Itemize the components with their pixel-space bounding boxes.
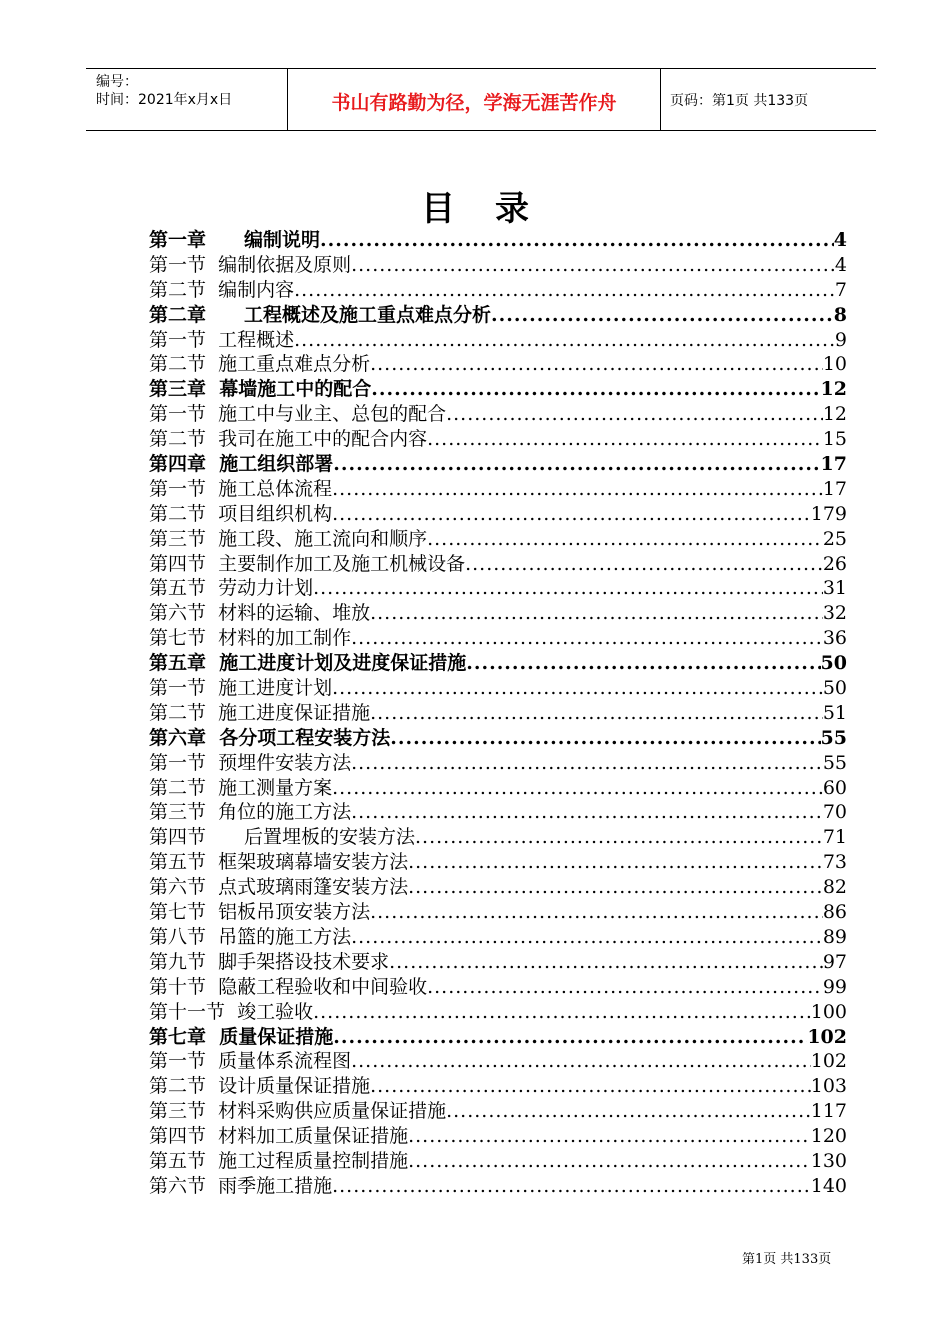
toc-section-entry[interactable]	[149, 1049, 847, 1074]
toc-dot-leader	[408, 1124, 811, 1149]
toc-entry-label: 第一节 施工中与业主、总包的配合	[149, 403, 447, 426]
toc-section-entry[interactable]	[149, 576, 847, 601]
toc-dot-leader	[351, 925, 823, 950]
table-of-contents	[149, 228, 847, 1199]
toc-chapter-entry[interactable]	[149, 377, 847, 402]
toc-entry-label: 第二节 施工进度保证措施	[149, 701, 371, 724]
toc-dot-leader	[427, 975, 823, 1000]
toc-entry-label: 第三节 角位的施工方法	[149, 801, 352, 824]
toc-section-entry[interactable]	[149, 328, 847, 353]
toc-entry-page: 10	[822, 353, 847, 376]
toc-dot-leader	[390, 726, 820, 751]
toc-entry-label: 第七章 质量保证措施	[149, 1025, 334, 1048]
toc-entry-label: 第二节 施工测量方案	[149, 776, 333, 799]
toc-dot-leader	[427, 527, 823, 552]
toc-entry-page: 4	[833, 229, 847, 251]
toc-section-entry[interactable]	[149, 1000, 847, 1025]
toc-entry-page: 50	[822, 677, 847, 700]
toc-entry-page: 55	[820, 726, 847, 749]
toc-section-entry[interactable]	[149, 676, 847, 701]
toc-dot-leader	[332, 676, 823, 701]
toc-section-entry[interactable]	[149, 552, 847, 577]
toc-entry-page: 8	[833, 303, 847, 326]
toc-section-entry[interactable]	[149, 1149, 847, 1174]
toc-entry-label: 第三章 幕墙施工中的配合	[149, 378, 372, 401]
toc-dot-leader	[320, 228, 834, 253]
toc-section-entry[interactable]	[149, 850, 847, 875]
toc-entry-label: 第四章 施工组织部署	[149, 453, 334, 476]
toc-entry-page: 36	[822, 627, 847, 650]
toc-section-entry[interactable]	[149, 427, 847, 452]
toc-entry-page: 102	[810, 1050, 847, 1073]
toc-dot-leader	[332, 477, 823, 502]
toc-entry-label: 第七节 铝板吊顶安装方法	[149, 901, 371, 924]
toc-entry-page: 17	[820, 453, 847, 476]
toc-entry-label: 第五章 施工进度计划及进度保证措施	[149, 652, 467, 675]
toc-entry-label: 第九节 脚手架搭设技术要求	[149, 950, 390, 973]
toc-entry-label: 第二节 项目组织机构	[149, 502, 333, 525]
toc-entry-page: 51	[822, 701, 847, 724]
toc-dot-leader	[333, 452, 820, 477]
toc-section-entry[interactable]	[149, 352, 847, 377]
toc-section-entry[interactable]	[149, 1124, 847, 1149]
toc-entry-page: 12	[820, 378, 847, 401]
toc-chapter-entry[interactable]	[149, 651, 847, 676]
toc-entry-page: 26	[822, 552, 847, 575]
toc-dot-leader	[313, 1000, 811, 1025]
toc-dot-leader	[351, 253, 835, 278]
toc-entry-page: 120	[810, 1125, 847, 1148]
toc-entry-label: 第一节 施工进度计划	[149, 677, 333, 700]
header-page-code: 页码：第1页 共133页	[670, 93, 809, 109]
toc-entry-page: 179	[810, 502, 847, 525]
toc-entry-page: 100	[810, 1000, 847, 1023]
toc-dot-leader	[408, 875, 823, 900]
toc-entry-page: 102	[807, 1025, 847, 1048]
toc-dot-leader	[446, 402, 823, 427]
toc-chapter-entry[interactable]	[149, 452, 847, 477]
toc-title: 目录	[421, 189, 569, 229]
toc-entry-page: 50	[820, 652, 847, 675]
toc-dot-leader	[491, 303, 834, 328]
toc-section-entry[interactable]	[149, 800, 847, 825]
toc-entry-page: 31	[822, 577, 847, 600]
toc-section-entry[interactable]	[149, 825, 847, 850]
toc-chapter-entry[interactable]	[149, 228, 847, 253]
toc-dot-leader	[370, 601, 823, 626]
header-motto: 书山有路勤为径，学海无涯苦作舟	[331, 92, 617, 114]
toc-entry-page: 25	[822, 527, 847, 550]
toc-dot-leader	[465, 552, 823, 577]
toc-entry-label: 第一节 预埋件安装方法	[149, 751, 352, 774]
toc-entry-label: 第三节 施工段、施工流向和顺序	[149, 527, 428, 550]
toc-section-entry[interactable]	[149, 626, 847, 651]
toc-section-entry[interactable]	[149, 751, 847, 776]
toc-dot-leader	[408, 1149, 811, 1174]
toc-dot-leader	[351, 626, 823, 651]
toc-entry-label: 第二节 设计质量保证措施	[149, 1075, 371, 1098]
header-meta-cell	[86, 69, 288, 130]
toc-section-entry[interactable]	[149, 601, 847, 626]
toc-section-entry[interactable]	[149, 925, 847, 950]
toc-dot-leader	[408, 850, 823, 875]
toc-section-entry[interactable]	[149, 701, 847, 726]
document-number-label: 编号：	[96, 74, 138, 90]
toc-entry-page: 97	[822, 950, 847, 973]
toc-entry-page: 60	[822, 776, 847, 799]
toc-dot-leader	[370, 352, 823, 377]
toc-chapter-entry[interactable]	[149, 1025, 847, 1050]
toc-entry-page: 82	[822, 876, 847, 899]
toc-entry-label: 第一节 质量体系流程图	[149, 1050, 352, 1073]
toc-dot-leader	[370, 701, 823, 726]
toc-entry-label: 第二章 工程概述及施工重点难点分析	[149, 303, 492, 326]
toc-section-entry[interactable]	[149, 776, 847, 801]
header-page-cell	[661, 69, 876, 130]
toc-section-entry[interactable]	[149, 527, 847, 552]
toc-dot-leader	[370, 1074, 811, 1099]
toc-chapter-entry[interactable]	[149, 303, 847, 328]
toc-dot-leader	[371, 377, 820, 402]
toc-entry-label: 第七节 材料的加工制作	[149, 627, 352, 650]
toc-entry-page: 130	[810, 1149, 847, 1172]
toc-section-entry[interactable]	[149, 477, 847, 502]
header-motto-cell	[288, 69, 661, 130]
toc-entry-page: 15	[822, 428, 847, 451]
toc-section-entry[interactable]	[149, 502, 847, 527]
toc-entry-label: 第八节 吊篮的施工方法	[149, 925, 352, 948]
page-header	[86, 68, 876, 131]
toc-entry-label: 第一节 工程概述	[149, 328, 295, 351]
toc-dot-leader	[351, 751, 823, 776]
toc-dot-leader	[370, 900, 823, 925]
toc-dot-leader	[332, 502, 811, 527]
toc-section-entry[interactable]	[149, 900, 847, 925]
toc-entry-page: 4	[834, 253, 847, 276]
toc-section-entry[interactable]	[149, 253, 847, 278]
toc-entry-label: 第三节 材料采购供应质量保证措施	[149, 1100, 447, 1123]
document-time-label: 时间：2021年x月x日	[96, 92, 233, 108]
toc-section-entry[interactable]	[149, 1099, 847, 1124]
toc-entry-page: 89	[822, 925, 847, 948]
toc-entry-page: 71	[822, 826, 847, 849]
toc-entry-label: 第六节 材料的运输、堆放	[149, 602, 371, 625]
toc-dot-leader	[313, 576, 823, 601]
toc-dot-leader	[351, 800, 823, 825]
toc-entry-page: 140	[810, 1174, 847, 1197]
toc-entry-label: 第五节 施工过程质量控制措施	[149, 1149, 409, 1172]
toc-dot-leader	[294, 278, 835, 303]
toc-entry-page: 32	[822, 602, 847, 625]
toc-entry-label: 第十一节 竣工验收	[149, 1000, 314, 1023]
toc-dot-leader	[446, 1099, 811, 1124]
toc-section-entry[interactable]	[149, 950, 847, 975]
toc-entry-page: 12	[822, 403, 847, 426]
toc-entry-page: 99	[822, 975, 847, 998]
toc-dot-leader	[427, 427, 823, 452]
toc-entry-label: 第一节 施工总体流程	[149, 477, 333, 500]
toc-entry-label: 第一章 编制说明	[149, 229, 321, 251]
toc-dot-leader	[466, 651, 820, 676]
toc-dot-leader	[415, 825, 823, 850]
toc-entry-label: 第四节 材料加工质量保证措施	[149, 1125, 409, 1148]
toc-section-entry[interactable]	[149, 975, 847, 1000]
toc-entry-page: 117	[810, 1100, 847, 1123]
toc-entry-label: 第四节 后置埋板的安装方法	[149, 826, 416, 849]
toc-entry-page: 86	[822, 901, 847, 924]
toc-entry-page: 73	[822, 851, 847, 874]
toc-entry-page: 70	[822, 801, 847, 824]
toc-entry-label: 第五节 劳动力计划	[149, 577, 314, 600]
toc-dot-leader	[332, 776, 823, 801]
toc-dot-leader	[351, 1049, 811, 1074]
toc-entry-page: 55	[822, 751, 847, 774]
toc-entry-page: 9	[834, 328, 847, 351]
toc-dot-leader	[332, 1174, 811, 1199]
toc-entry-label: 第二节 施工重点难点分析	[149, 353, 371, 376]
toc-dot-leader	[389, 950, 823, 975]
toc-entry-label: 第六节 点式玻璃雨篷安装方法	[149, 876, 409, 899]
toc-entry-label: 第十节 隐蔽工程验收和中间验收	[149, 975, 428, 998]
toc-section-entry[interactable]	[149, 875, 847, 900]
toc-entry-page: 17	[822, 477, 847, 500]
toc-entry-label: 第四节 主要制作加工及施工机械设备	[149, 552, 466, 575]
toc-dot-leader	[294, 328, 835, 353]
toc-entry-label: 第二节 我司在施工中的配合内容	[149, 428, 428, 451]
toc-section-entry[interactable]	[149, 402, 847, 427]
toc-entry-page: 103	[810, 1075, 847, 1098]
toc-entry-label: 第二节 编制内容	[149, 278, 295, 301]
toc-section-entry[interactable]	[149, 1074, 847, 1099]
toc-entry-label: 第五节 框架玻璃幕墙安装方法	[149, 851, 409, 874]
toc-section-entry[interactable]	[149, 278, 847, 303]
toc-entry-label: 第六章 各分项工程安装方法	[149, 726, 391, 749]
toc-dot-leader	[333, 1025, 807, 1050]
toc-entry-label: 第一节 编制依据及原则	[149, 253, 352, 276]
toc-entry-label: 第六节 雨季施工措施	[149, 1174, 333, 1197]
toc-entry-page: 7	[834, 278, 847, 301]
footer-page-indicator: 第1页 共133页	[742, 1252, 832, 1267]
toc-section-entry[interactable]	[149, 1174, 847, 1199]
toc-chapter-entry[interactable]	[149, 726, 847, 751]
